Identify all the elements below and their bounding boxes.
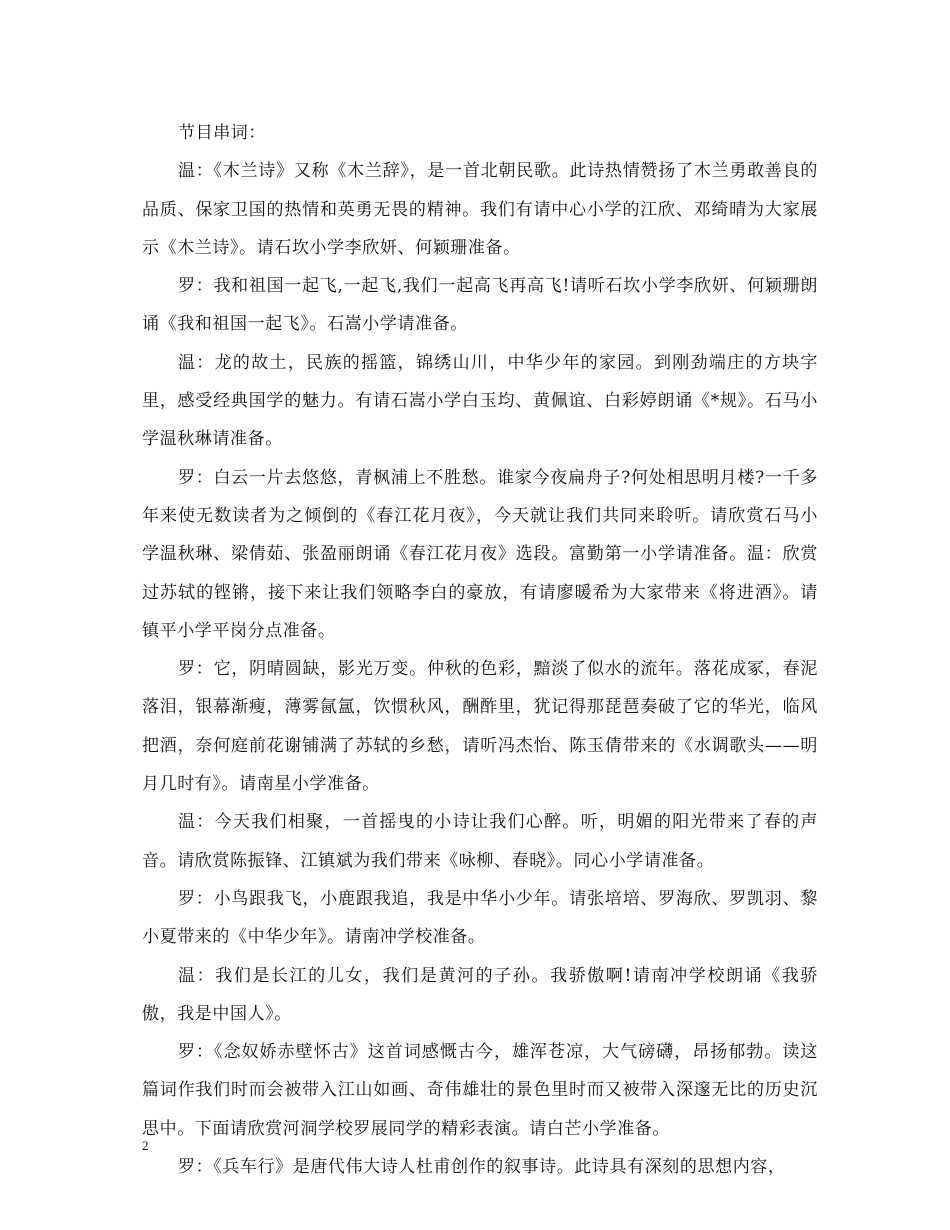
paragraph: 温：龙的故土，民族的摇篮，锦绣山川，中华少年的家园。到刚劲端庄的方块字里，感受经典国学的魅力。有请石嵩小学白玉均、黄佩谊、白彩婷朗诵《*规》。石马小学温秋琳请准备。 <box>142 352 818 450</box>
paragraph: 罗：小鸟跟我飞，小鹿跟我追，我是中华小少年。请张培培、罗海欣、罗凯羽、黎小夏带来的《中华少年》。请南冲学校准备。 <box>142 888 818 948</box>
paragraph: 罗：我和祖国一起飞,一起飞,我们一起高飞再高飞!请听石坎小学李欣妍、何颖珊朗诵《我和祖国一起飞》。石嵩小学请准备。 <box>142 276 818 335</box>
paragraph: 罗：《念奴娇赤壁怀古》这首词感慨古今，雄浑苍凉，大气磅礴，昂扬郁勃。读这篇词作我们时而会被带入江山如画、奇伟雄壮的景色里时而又被带入深邃无比的历史沉思中。下面请欣赏河洞学校罗展同学的精彩表演。请白芒小学准备。 <box>142 1042 818 1139</box>
document-body <box>142 114 818 1186</box>
paragraph: 罗：《兵车行》是唐代伟大诗人杜甫创作的叙事诗。此诗具有深刻的思想内容， <box>178 1157 786 1178</box>
paragraph: 温：我们是长江的儿女，我们是黄河的子孙。我骄傲啊!请南冲学校朗诵《我骄傲，我是中国人》。 <box>142 965 818 1024</box>
paragraph: 罗：白云一片去悠悠，青枫浦上不胜愁。谁家今夜扁舟子?何处相思明月楼?一千多年来使无数读者为之倾倒的《春江花月夜》，今天就让我们共同来聆听。请欣赏石马小学温秋琳、梁倩茹、张盈丽朗诵《春江花月夜》选段。富勤第一小学请准备。温：欣赏过苏轼的铿锵，接下来让我们领略李白的豪放，有请廖暖希为大家带来《将进酒》。请镇平小学平岗分点准备。 <box>142 467 818 641</box>
page-number: 2 <box>142 1138 149 1153</box>
paragraph: 温：《木兰诗》又称《木兰辞》，是一首北朝民歌。此诗热情赞扬了木兰勇敢善良的品质、保家卫国的热情和英勇无畏的精神。我们有请中心小学的江欣、邓绮晴为大家展示《木兰诗》。请石坎小学李欣妍、何颖珊准备。 <box>142 161 818 258</box>
paragraph: 罗：它，阴晴圆缺，影光万变。仲秋的色彩，黯淡了似水的流年。落花成冢，春泥落泪，银幕渐瘦，薄雾氤氲，饮惯秋风，酬酢里，犹记得那琵琶奏破了它的华光，临风把酒，奈何庭前花谢铺满了苏轼的乡愁，请听冯杰怡、陈玉倩带来的《水调歌头——明月几时有》。请南星小学准备。 <box>142 659 818 795</box>
paragraph: 温：今天我们相聚，一首摇曳的小诗让我们心醉。听，明媚的阳光带来了春的声音。请欣赏陈振锋、江镇斌为我们带来《咏柳、春晓》。同心小学请准备。 <box>142 812 818 871</box>
section-heading: 节目串词： <box>178 123 266 143</box>
